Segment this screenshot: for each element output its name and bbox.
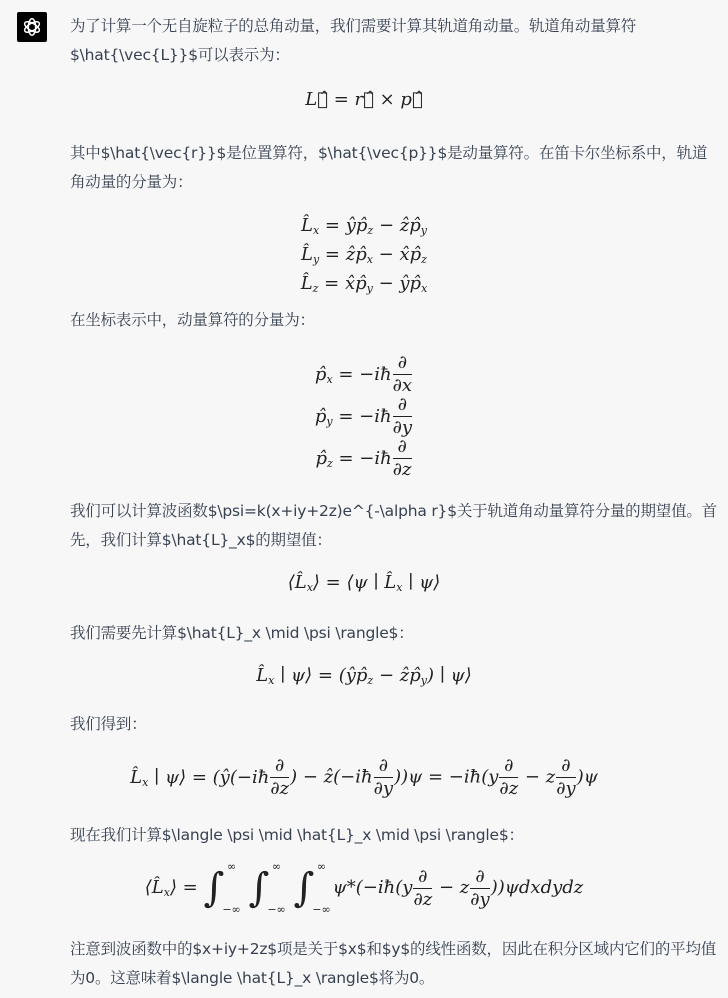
eq-part: ) − ẑ(−iħ — [290, 766, 373, 788]
numerator: ∂ — [413, 866, 432, 889]
fraction — [499, 755, 518, 800]
fraction — [413, 866, 432, 911]
eq-lhs: $p̂_z$ = −iħ — [315, 447, 392, 470]
eq-part: ))ψdxdydz — [490, 877, 584, 898]
numerator: ∂ — [270, 755, 289, 778]
equation-py — [0, 394, 728, 439]
eq-part: ψ*(−iħ(y — [332, 877, 413, 898]
numerator: ∂ — [393, 352, 412, 375]
upper-limit: ∞ — [226, 860, 237, 873]
numerator: ∂ — [556, 755, 575, 778]
denominator: ∂y — [392, 417, 413, 438]
eq-part: − z — [433, 877, 470, 898]
paragraph-components: 其中$\hat{\vec{r}}$是位置算符，$\hat{\vec{p}}$是动量算符。在笛卡尔坐标系中，轨道角动量的分量为： — [70, 144, 708, 191]
equation-L-components — [0, 214, 728, 301]
openai-logo-icon — [21, 16, 43, 38]
denominator: ∂y — [556, 778, 576, 799]
eq-part: )ψ — [576, 766, 598, 788]
denominator: ∂z — [392, 459, 412, 480]
equation-Lz: $L̂_z$ = $x̂p̂_y$ − $ŷp̂_x$ — [300, 273, 428, 295]
eq-lhs: $p̂_y$ = −iħ — [314, 405, 392, 428]
fraction — [374, 755, 393, 800]
fraction — [556, 755, 575, 800]
upper-limit: ∞ — [271, 860, 282, 873]
equation-result — [0, 755, 728, 800]
integral-sign: ∫ — [248, 865, 270, 911]
paragraph-wavefunction: 我们可以计算波函数$\psi=k(x+iy+2z)e^{-\alpha r}$关于轨道角动量算符分量的期望值。首先，我们计算$\hat{L}_x$的期望值： — [70, 502, 717, 549]
denominator: ∂z — [413, 888, 433, 910]
equation-pz — [0, 436, 728, 481]
eq-part: $⟨L̂_x⟩$ = — [144, 877, 204, 899]
numerator: ∂ — [393, 394, 412, 417]
fraction — [470, 866, 489, 911]
paragraph-compute-action: 我们需要先计算$\hat{L}_x \mid \psi \rangle$： — [70, 624, 414, 642]
numerator: ∂ — [499, 755, 518, 778]
paragraph-compute-expectation: 现在我们计算$\langle \psi \mid \hat{L}_x \mid \psi \rangle$： — [70, 826, 524, 844]
numerator: ∂ — [470, 866, 489, 889]
equation-Lx: $L̂_x$ = $ŷp̂_z$ − $ẑp̂_y$ — [301, 215, 427, 237]
lower-limit: −∞ — [312, 903, 331, 916]
fraction — [393, 352, 412, 397]
eq-part: − z — [519, 766, 556, 788]
denominator: ∂y — [373, 778, 394, 799]
numerator: ∂ — [374, 755, 393, 778]
eq-part: $L̂_x$ ∣ ψ⟩ = (ŷ(−iħ — [130, 766, 270, 789]
equation-px — [0, 352, 728, 397]
integral-sign: ∫ — [203, 865, 225, 911]
fraction — [393, 394, 412, 439]
integral-y — [248, 860, 285, 916]
denominator: ∂y — [470, 888, 490, 910]
denominator: ∂z — [270, 778, 290, 799]
eq-part: ))ψ = −iħ(y — [394, 766, 499, 788]
paragraph-momentum: 在坐标表示中，动量算符的分量为： — [70, 311, 315, 329]
integral-sign: ∫ — [293, 865, 315, 911]
denominator: ∂x — [392, 375, 413, 396]
fraction — [270, 755, 289, 800]
paragraph-conclusion: 注意到波函数中的$x+iy+2z$项是关于$x$和$y$的线性函数，因此在积分区域内它们的平均值为0。这意味着$\langle \hat{L}_x \rangle$将为0。 — [70, 940, 717, 987]
numerator: ∂ — [393, 436, 412, 459]
equation-action: $L̂_x$ ∣ ψ⟩ = ($ŷp̂_z$ − $ẑp̂_y$) ∣ ψ⟩ — [256, 665, 472, 687]
paragraph-intro: 为了计算一个无自旋粒子的总角动量，我们需要计算其轨道角动量。轨道角动量算符$\hat{\vec{L}}$可以表示为： — [70, 17, 637, 64]
equation-Ly: $L̂_y$ = $ẑp̂_x$ − $x̂p̂_z$ — [301, 244, 427, 266]
eq-lhs: $p̂_x$ = −iħ — [314, 363, 392, 386]
lower-limit: −∞ — [267, 903, 286, 916]
fraction — [393, 436, 412, 481]
integral-x — [204, 860, 241, 916]
denominator: ∂z — [499, 778, 519, 799]
paragraph-we-get: 我们得到： — [70, 715, 147, 733]
lower-limit: −∞ — [222, 903, 241, 916]
equation-angular-momentum: L⃗̂ = r⃗̂ × p⃗̂ — [305, 89, 423, 110]
equation-integral — [0, 860, 728, 916]
assistant-avatar — [17, 12, 47, 42]
integral-z — [293, 860, 330, 916]
upper-limit: ∞ — [316, 860, 327, 873]
equation-expectation: $⟨L̂_x⟩$ = ⟨ψ ∣ $L̂_x$ ∣ ψ⟩ — [287, 572, 441, 594]
